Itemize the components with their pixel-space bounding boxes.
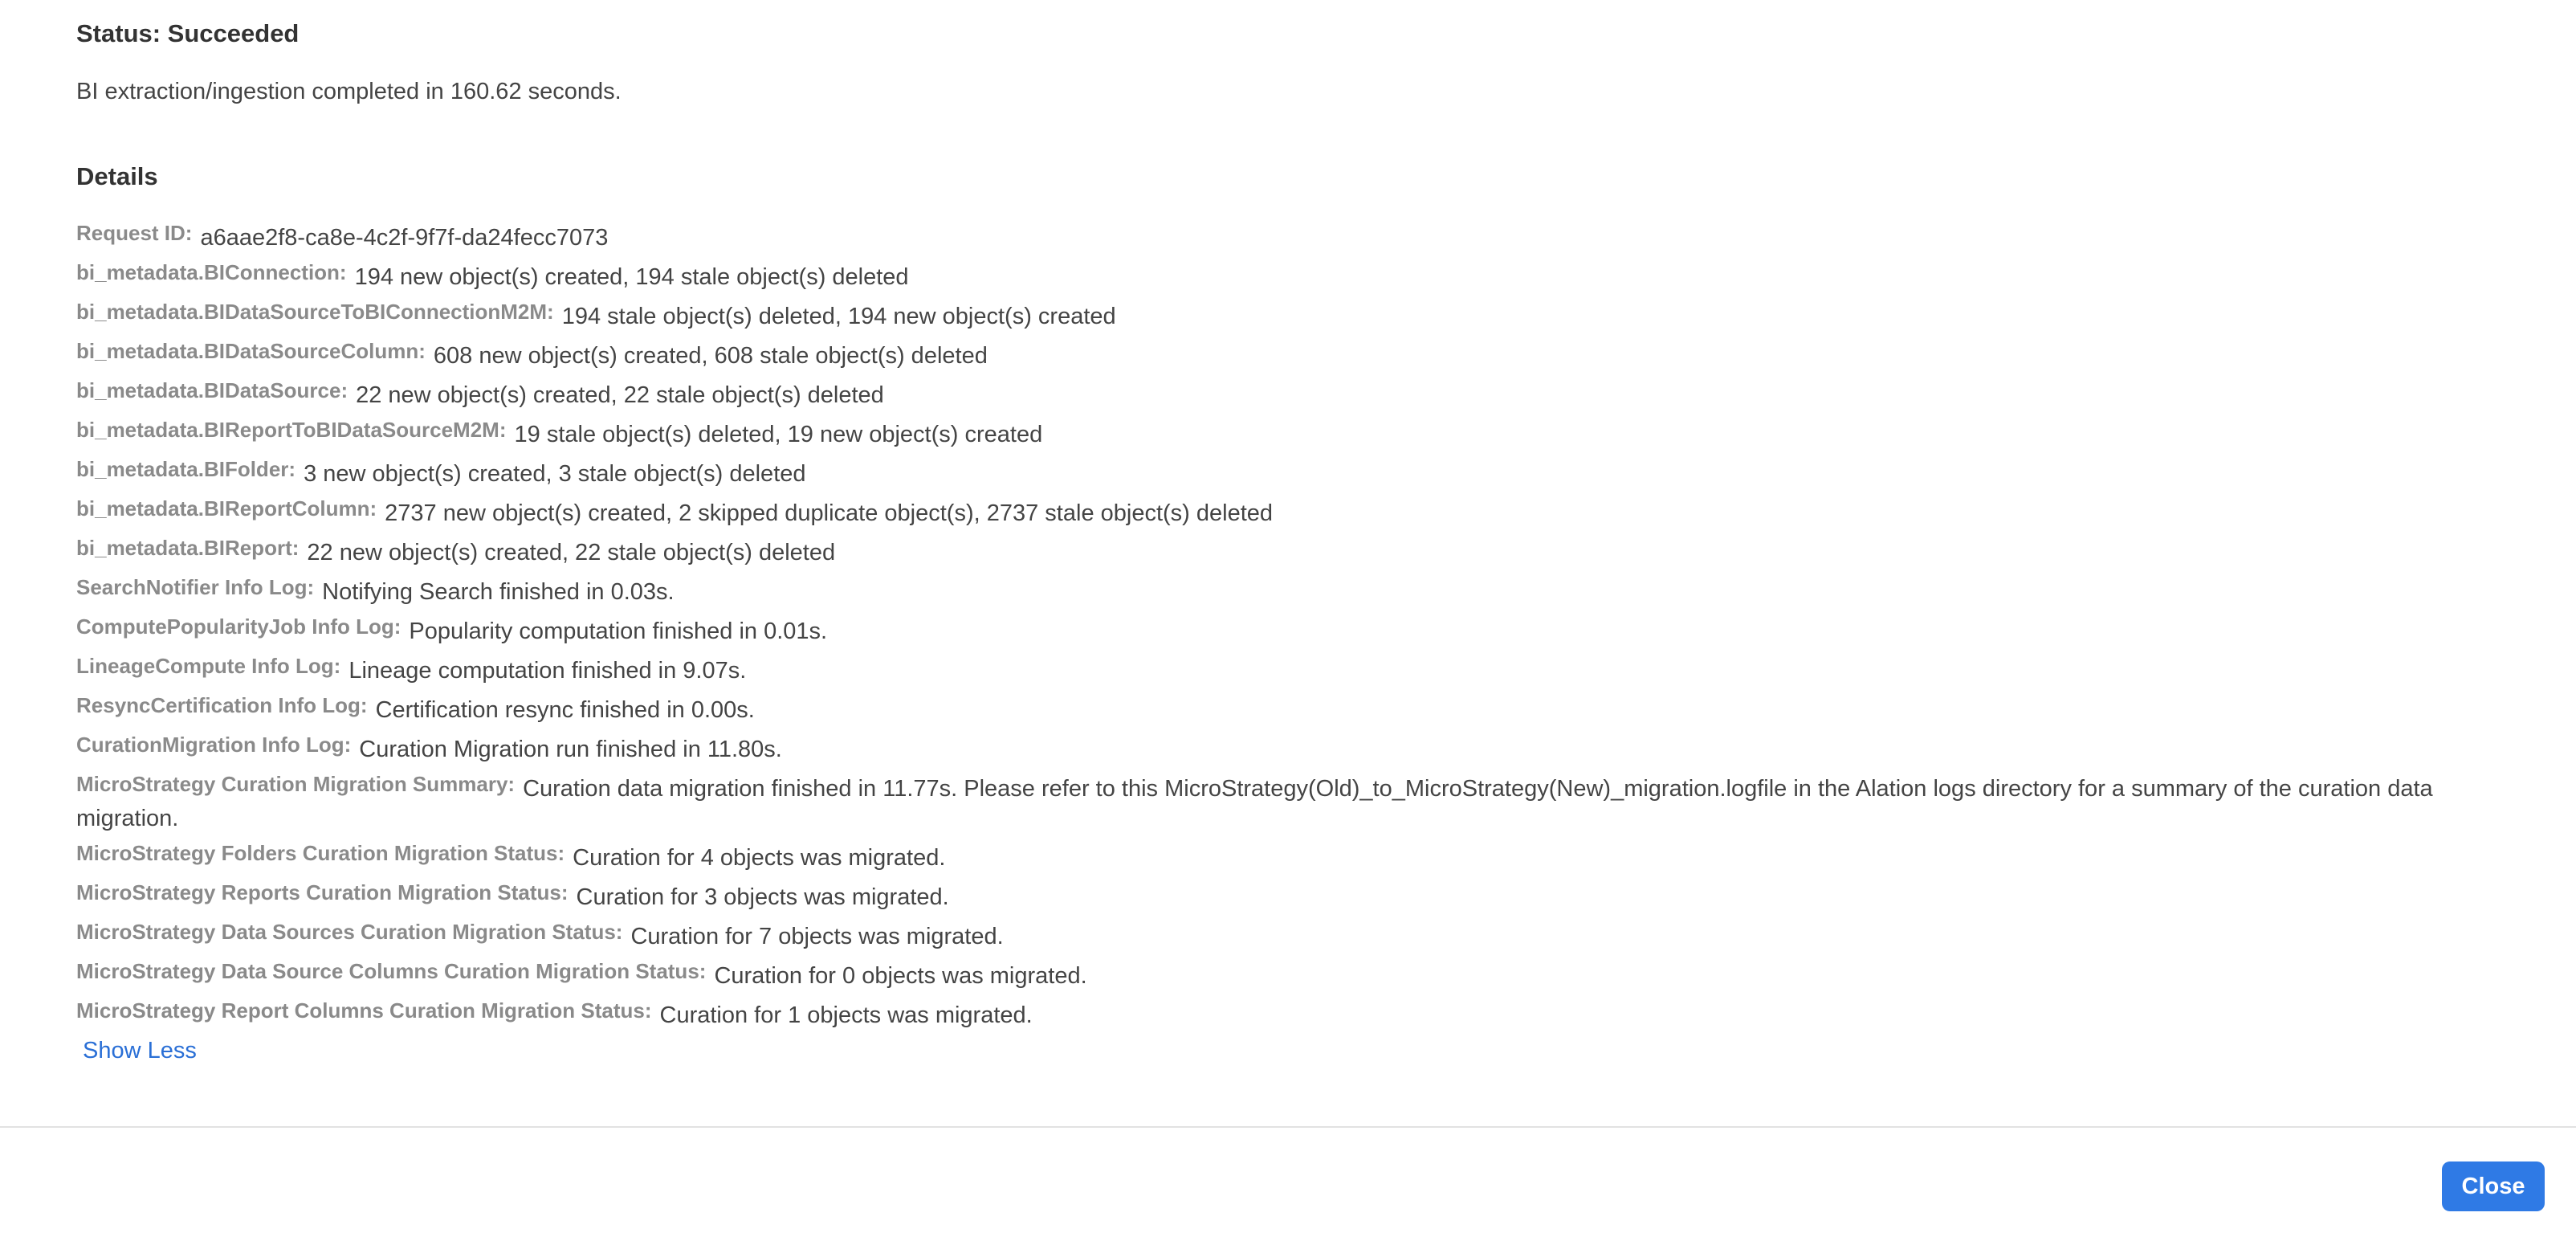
- detail-row: [76, 693, 2517, 725]
- detail-row: [76, 998, 2517, 1031]
- detail-row: [76, 961, 2517, 991]
- detail-value: Curation for 7 objects was migrated.: [630, 924, 1004, 949]
- detail-value: 608 new object(s) created, 608 stale object(s) deleted: [433, 343, 988, 369]
- detail-row: [76, 880, 2517, 912]
- detail-key: MicroStrategy Data Sources Curation Migration Status:: [76, 920, 623, 944]
- status-title: Status: Succeeded: [76, 19, 300, 47]
- detail-value: 194 stale object(s) deleted, 194 new object(s) created: [561, 304, 1116, 329]
- detail-row: [76, 378, 2517, 410]
- detail-key: bi_metadata.BIConnection:: [76, 260, 347, 284]
- detail-key: bi_metadata.BIDataSourceToBIConnectionM2M:: [76, 300, 554, 324]
- detail-value: Lineage computation finished in 9.07s.: [348, 658, 747, 684]
- detail-value: Notifying Search finished in 0.03s.: [322, 579, 675, 605]
- detail-key: bi_metadata.BIReportToBIDataSourceM2M:: [76, 418, 507, 442]
- details-title: Details: [76, 162, 158, 190]
- detail-row: [76, 459, 2517, 489]
- detail-row: [76, 420, 2517, 450]
- detail-value: Curation for 0 objects was migrated.: [714, 963, 1087, 989]
- detail-value: 22 new object(s) created, 22 stale object(s) deleted: [356, 382, 884, 408]
- detail-row: [76, 843, 2517, 873]
- close-button[interactable]: Close: [2442, 1161, 2545, 1211]
- detail-value: a6aae2f8-ca8e-4c2f-9f7f-da24fecc7073: [200, 225, 609, 251]
- detail-value: 19 stale object(s) deleted, 19 new object(s) created: [514, 422, 1043, 447]
- detail-value: 22 new object(s) created, 22 stale object(s) deleted: [307, 540, 836, 565]
- detail-value: 3 new object(s) created, 3 stale object(s) deleted: [304, 461, 806, 487]
- detail-row: [76, 614, 2517, 647]
- detail-value: Curation Migration run finished in 11.80s.: [359, 737, 782, 762]
- detail-row: [76, 260, 2517, 292]
- detail-row: [76, 223, 2517, 253]
- detail-key: MicroStrategy Data Source Columns Curation Migration Status:: [76, 959, 707, 983]
- detail-row: [76, 341, 2517, 371]
- detail-row: [76, 302, 2517, 332]
- detail-value: 2737 new object(s) created, 2 skipped duplicate object(s), 2737 stale object(s) deleted: [385, 500, 1274, 526]
- detail-key: bi_metadata.BIDataSource:: [76, 378, 348, 402]
- detail-key: bi_metadata.BIFolder:: [76, 457, 296, 481]
- detail-value: 194 new object(s) created, 194 stale object(s) deleted: [354, 264, 909, 290]
- status-message: BI extraction/ingestion completed in 160.62 seconds.: [76, 79, 622, 104]
- detail-key: LineageCompute Info Log:: [76, 654, 341, 678]
- detail-key: bi_metadata.BIReport:: [76, 536, 300, 560]
- detail-row: [76, 575, 2517, 607]
- detail-value: Curation for 1 objects was migrated.: [659, 1002, 1033, 1028]
- footer-divider: [0, 1126, 2576, 1128]
- detail-key: ResyncCertification Info Log:: [76, 693, 368, 717]
- detail-key: Request ID:: [76, 221, 193, 245]
- detail-key: ComputePopularityJob Info Log:: [76, 614, 401, 639]
- detail-value: Popularity computation finished in 0.01s.: [409, 618, 828, 644]
- detail-row: [76, 922, 2517, 952]
- details-list: [76, 223, 2517, 1040]
- detail-row: [76, 496, 2517, 529]
- detail-key: MicroStrategy Reports Curation Migration Status:: [76, 880, 569, 904]
- detail-key: MicroStrategy Curation Migration Summary:: [76, 772, 516, 796]
- detail-row: [76, 735, 2517, 765]
- detail-key: bi_metadata.BIDataSourceColumn:: [76, 339, 426, 363]
- detail-value: Curation for 4 objects was migrated.: [573, 845, 946, 871]
- show-less-link[interactable]: Show Less: [83, 1038, 197, 1060]
- detail-row: [76, 774, 2517, 834]
- detail-key: bi_metadata.BIReportColumn:: [76, 496, 377, 521]
- detail-value: Certification resync finished in 0.00s.: [375, 697, 755, 723]
- detail-row: [76, 656, 2517, 686]
- dialog-content: [76, 0, 2517, 1060]
- detail-value: Curation data migration finished in 11.77s. Please refer to this MicroStrategy(Old)_to_MicroStrategy(New)_migration.logfile in the Alation logs directory for a summary of the curation data migration.: [76, 776, 2433, 831]
- detail-key: CurationMigration Info Log:: [76, 733, 352, 757]
- detail-value: Curation for 3 objects was migrated.: [576, 884, 949, 910]
- detail-row: [76, 538, 2517, 568]
- detail-key: MicroStrategy Folders Curation Migration Status:: [76, 841, 565, 865]
- detail-key: SearchNotifier Info Log:: [76, 575, 315, 599]
- detail-key: MicroStrategy Report Columns Curation Migration Status:: [76, 998, 652, 1023]
